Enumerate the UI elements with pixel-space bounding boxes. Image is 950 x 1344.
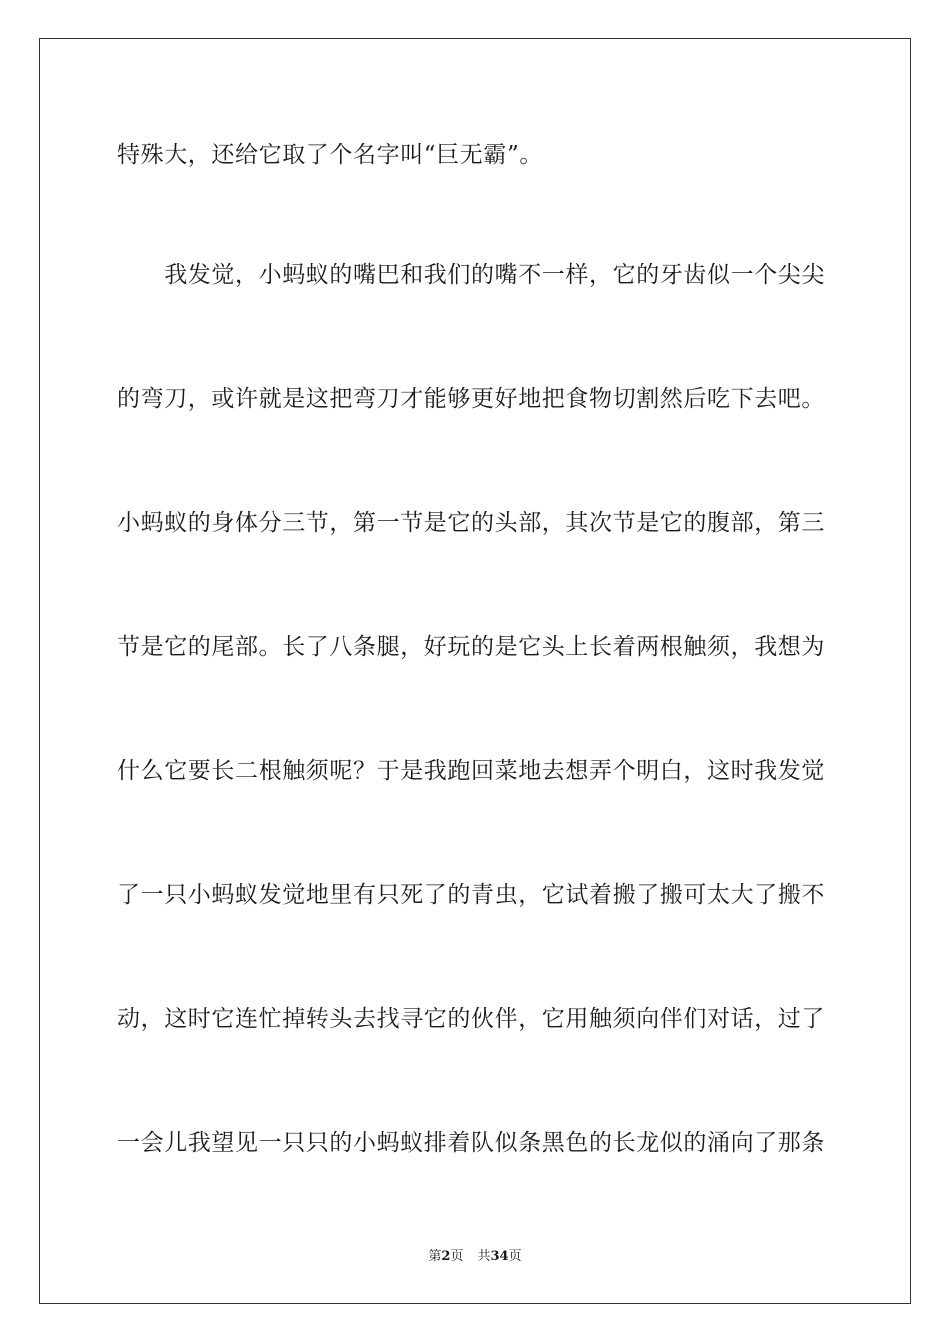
body-line-8: 动，这时它连忙掉转头去找寻它的伙伴，它用触须向伴们对话，过了 (117, 1006, 825, 1032)
total-suffix: 页 (508, 1249, 522, 1264)
page-border (39, 38, 911, 1304)
body-line-6: 什么它要长二根触须呢？于是我跑回菜地去想弄个明白，这时我发觉 (117, 758, 825, 784)
body-line-4: 小蚂蚁的身体分三节，第一节是它的头部，其次节是它的腹部，第三 (117, 510, 825, 536)
total-prefix: 共 (477, 1249, 491, 1264)
body-line-9: 一会儿我望见一只只的小蚂蚁排着队似条黑色的长龙似的涌向了那条 (117, 1130, 825, 1156)
page-footer (0, 1248, 950, 1266)
page-suffix: 页 (450, 1249, 464, 1264)
body-line-3: 的弯刀，或许就是这把弯刀才能够更好地把食物切割然后吃下去吧。 (117, 386, 825, 412)
page-prefix: 第 (428, 1249, 442, 1264)
body-line-7: 了一只小蚂蚁发觉地里有只死了的青虫，它试着搬了搬可太大了搬不 (117, 882, 825, 908)
body-line-5: 节是它的尾部。长了八条腿，好玩的是它头上长着两根触须，我想为 (117, 634, 825, 660)
page-number: 2 (441, 1249, 451, 1264)
total-pages: 34 (490, 1249, 509, 1264)
body-line-1: 特殊大，还给它取了个名字叫“巨无霸”。 (117, 142, 543, 168)
body-line-2: 我发觉，小蚂蚁的嘴巴和我们的嘴不一样，它的牙齿似一个尖尖 (117, 262, 825, 288)
